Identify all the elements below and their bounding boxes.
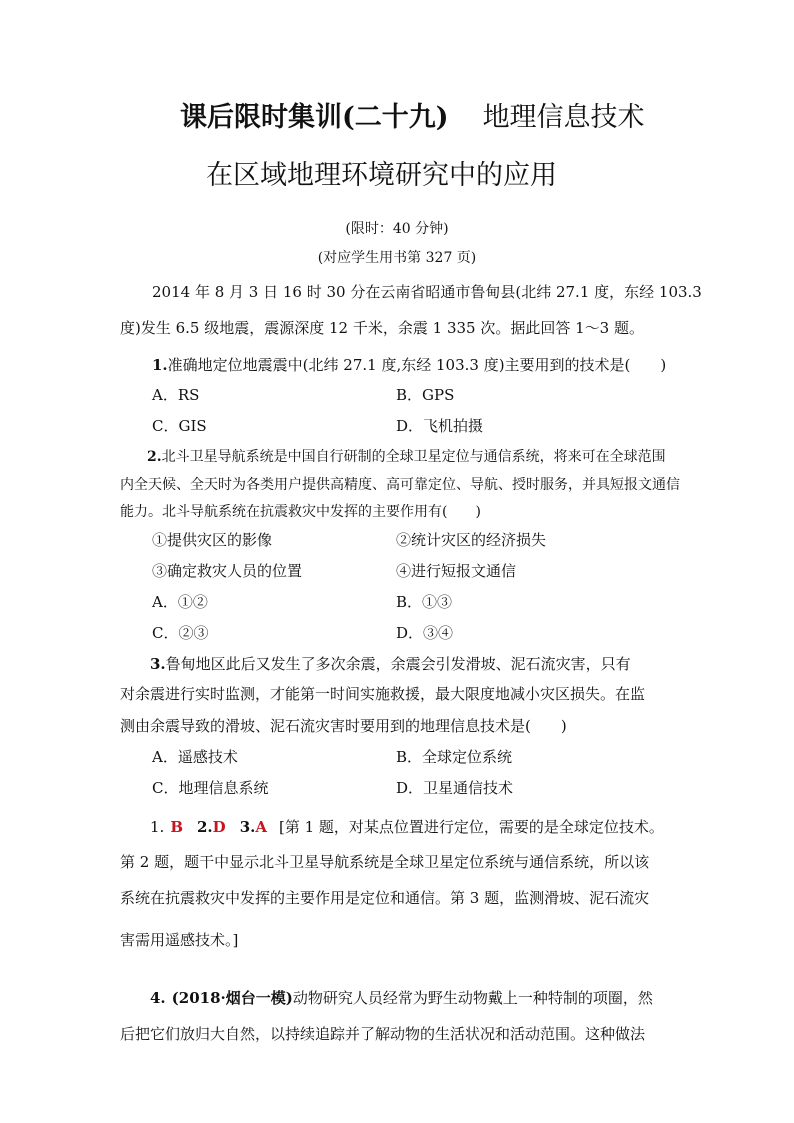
q2-option-a: A．①② [152,593,208,611]
q2-item-1: ①提供灾区的影像 [152,531,273,549]
page-subtitle: 在区域地理环境研究中的应用 [206,160,557,191]
question-number: 2. [147,449,162,465]
q2-option-d: D．③④ [396,624,454,642]
explanation-line-3: 系统在抗震救灾中发挥的主要作用是定位和通信。第 3 题，监测滑坡、泥石流灾 [120,889,650,907]
q3-option-a: A．遥感技术 [152,748,238,766]
book-page-ref: (对应学生用书第 327 页) [317,250,477,266]
q2-item-4: ④进行短报文通信 [396,562,517,580]
explanation-line-4: 害需用遥感技术。] [120,931,239,949]
q1-option-c: C．GIS [152,417,207,435]
question-3-line-3: 测由余震导致的滑坡、泥石流灾害时要用到的地理信息技术是( ) [120,717,567,735]
title-topic: 地理信息技术 [482,102,645,133]
question-1 [152,355,666,375]
q1-option-a: A．RS [152,386,200,404]
answer-2: D [212,818,226,836]
answer-3: A [255,818,267,836]
time-limit: (限时：40 分钟) [345,221,449,237]
question-number: 3. [150,655,166,673]
question-source: (2018·烟台一模) [171,989,293,1007]
question-2-line-2: 内全天候、全天时为各类用户提供高精度、高可靠定位、导航、授时服务，并具短报文通信 [120,477,680,493]
question-3-line-1: 3.鲁甸地区此后又发生了多次余震，余震会引发滑坡、泥石流灾害，只有 [150,655,631,673]
question-4-line-2: 后把它们放归大自然，以持续追踪并了解动物的生活状况和活动范围。这种做法 [120,1025,646,1043]
explanation-line-2: 第 2 题，题干中显示北斗卫星导航系统是全球卫星定位系统与通信系统，所以该 [120,853,650,871]
question-3-line-2: 对余震进行实时监测，才能第一时间实施救援，最大限度地减小灾区损失。在监 [120,685,646,703]
question-2-line-3: 能力。北斗导航系统在抗震救灾中发挥的主要作用有( ) [120,504,481,520]
q1-option-b: B．GPS [396,386,455,404]
page-title [180,100,645,136]
q2-item-3: ③确定救灾人员的位置 [152,562,303,580]
answer-1: B [170,818,183,836]
question-number: 4. [150,989,166,1007]
question-2-line-1: 2.北斗卫星导航系统是中国自行研制的全球卫星定位与通信系统，将来可在全球范围 [147,449,666,465]
q1-option-d: D．飞机拍摄 [396,417,484,435]
question-text: 准确地定位地震震中(北纬 27.1 度,东经 103.3 度)主要用到的技术是( ) [167,356,667,374]
q3-option-d: D．卫星通信技术 [396,779,514,797]
title-main: 课后限时集训(二十九) [180,102,449,133]
explanation-start: [第 1 题，对某点位置进行定位，需要的是全球定位技术。 [279,818,664,836]
q3-option-b: B．全球定位系统 [396,748,513,766]
answer-key-line-1: 1. B 2.D 3.A [第 1 题，对某点位置进行定位，需要的是全球定位技术。 [150,818,664,836]
intro-line-2: 度)发生 6.5 级地震，震源深度 12 千米，余震 1 335 次。据此回答 1～3 题。 [120,319,644,337]
q3-option-c: C．地理信息系统 [152,779,269,797]
intro-line-1: 2014 年 8 月 3 日 16 时 30 分在云南省昭通市鲁甸县(北纬 27.1 度，东经 103.3 [152,283,702,301]
question-number: 1. [152,356,168,374]
q2-option-b: B．①③ [396,593,453,611]
question-4-line-1: 4. (2018·烟台一模)动物研究人员经常为野生动物戴上一种特制的项圈，然 [150,989,653,1007]
q2-item-2: ②统计灾区的经济损失 [396,531,547,549]
q2-option-c: C．②③ [152,624,209,642]
